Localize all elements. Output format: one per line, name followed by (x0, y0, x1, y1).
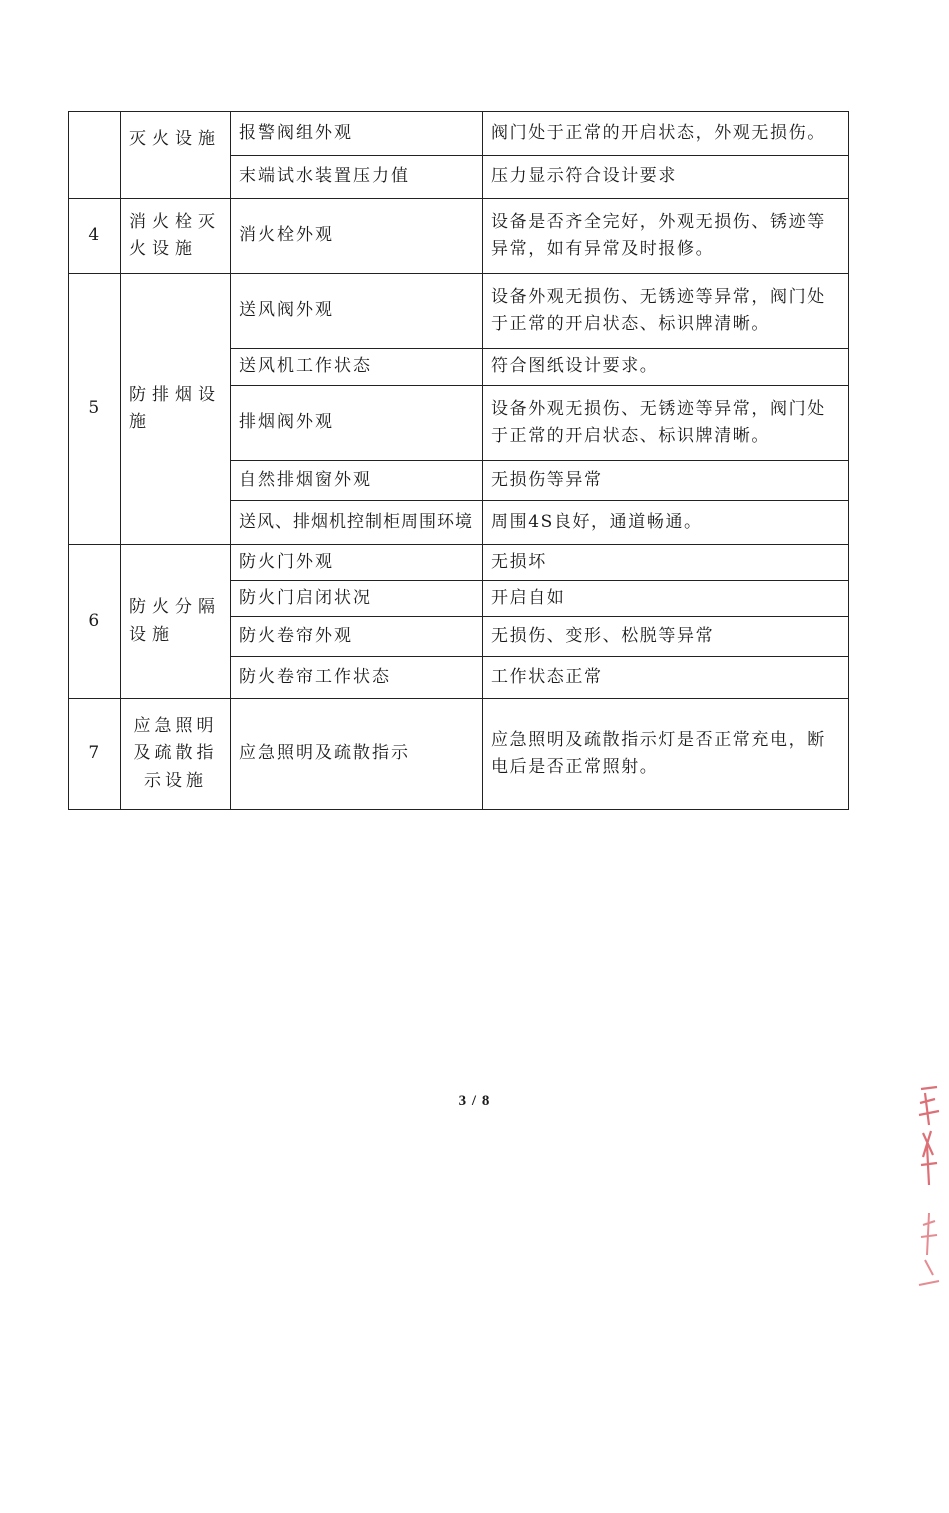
item-cell: 报警阀组外观 (231, 112, 483, 156)
item-cell: 防火门启闭状况 (231, 581, 483, 617)
row-number-cell (69, 112, 121, 199)
seal-stroke (919, 1213, 939, 1285)
standard-cell: 工作状态正常 (483, 657, 849, 699)
inspection-table (68, 111, 849, 810)
standard-cell: 应急照明及疏散指示灯是否正常充电，断电后是否正常照射。 (483, 699, 849, 810)
standard-cell: 设备外观无损伤、无锈迹等异常，阀门处于正常的开启状态、标识牌清晰。 (483, 386, 849, 461)
item-cell: 防火门外观 (231, 545, 483, 581)
item-cell: 送风阀外观 (231, 274, 483, 349)
item-cell: 送风机工作状态 (231, 349, 483, 386)
seal-stroke (919, 1087, 939, 1185)
item-cell: 送风、排烟机控制柜周围环境 (231, 501, 483, 545)
category-cell: 防排烟设施 (121, 274, 231, 545)
table-row (69, 274, 849, 349)
table-row (69, 112, 849, 156)
standard-cell: 符合图纸设计要求。 (483, 349, 849, 386)
row-number-cell: 7 (69, 699, 121, 810)
standard-cell: 开启自如 (483, 581, 849, 617)
standard-cell: 无损坏 (483, 545, 849, 581)
table-row (69, 699, 849, 810)
item-cell: 消火栓外观 (231, 199, 483, 274)
category-cell: 消火栓灭火设施 (121, 199, 231, 274)
category-cell: 应急照明及疏散指示设施 (121, 699, 231, 810)
seal-stamp-fragment (915, 1085, 943, 1300)
standard-cell: 无损伤等异常 (483, 461, 849, 501)
row-number-cell: 4 (69, 199, 121, 274)
item-cell: 自然排烟窗外观 (231, 461, 483, 501)
page-number: 3 / 8 (458, 1093, 491, 1109)
standard-cell: 设备是否齐全完好，外观无损伤、锈迹等异常，如有异常及时报修。 (483, 199, 849, 274)
standard-cell: 无损伤、变形、松脱等异常 (483, 617, 849, 657)
row-number-cell: 5 (69, 274, 121, 545)
inspection-table-wrapper (68, 111, 848, 810)
standard-cell: 设备外观无损伤、无锈迹等异常，阀门处于正常的开启状态、标识牌清晰。 (483, 274, 849, 349)
standard-cell: 阀门处于正常的开启状态，外观无损伤。 (483, 112, 849, 156)
item-cell: 防火卷帘工作状态 (231, 657, 483, 699)
table-row (69, 545, 849, 581)
item-cell: 应急照明及疏散指示 (231, 699, 483, 810)
item-cell: 防火卷帘外观 (231, 617, 483, 657)
category-cell: 防火分隔设施 (121, 545, 231, 699)
item-cell: 末端试水装置压力值 (231, 156, 483, 199)
row-number-cell: 6 (69, 545, 121, 699)
standard-cell: 周围4S良好，通道畅通。 (483, 501, 849, 545)
category-cell: 灭火设施 (121, 112, 231, 199)
table-row (69, 199, 849, 274)
item-cell: 排烟阀外观 (231, 386, 483, 461)
standard-cell: 压力显示符合设计要求 (483, 156, 849, 199)
